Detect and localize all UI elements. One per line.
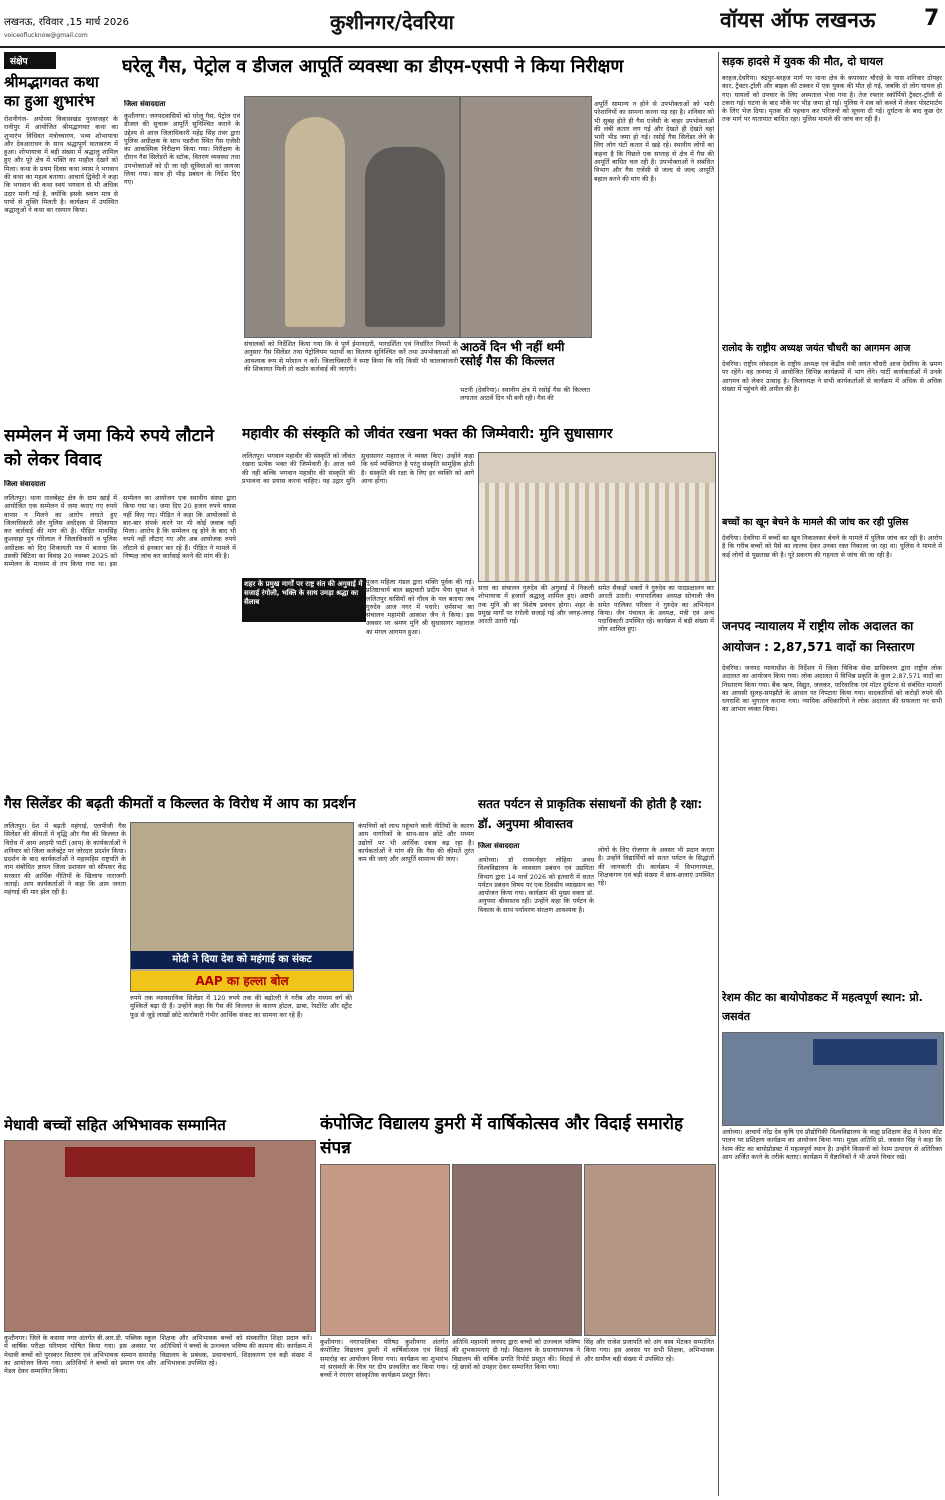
- lead-byline: जिला संवाददाता: [124, 100, 166, 108]
- lead-body-3: अपूर्ति सामान्य न होने से उपभोक्ताओं को भारी परेशानियों का सामना करना पड़ रहा है। शनिवार को भी सुबह होते ही गैस एजेंसी के बाहर उपभोक्ताओं की लंबी कतार लग गई और देखते ही देखते वहां भारी भीड़ जमा हो गई। रसोई गैस सिलेंडर लेने के लिए लोग घंटों कतार में खड़े रहे। स्थानीय लोगों का कहना है कि पिछले एक सप्ताह से क्षेत्र में गैस की आपूर्ति बाधित चल रही है। उपभोक्ताओं ने संबंधित विभाग और गैस एजेंसी से जल्द से जल्द आपूर्ति बहाल करने की मांग की है।: [594, 100, 714, 183]
- gas-body-3: कंपनियों को लाभ पहुंचाने वाली नीतियों के कारण आम नागरिकों के साथ-साथ छोटे और मध्यम उद्योगों पर भी आर्थिक दबाव बढ़ रहा है। कार्यकर्ताओं ने मांग की कि गैस की कीमतें तुरंत कम की जाएं और आपूर्ति सामान्य की जाए।: [358, 822, 474, 864]
- lead-body-1: कुशीनगर। जनपदवासियों को घरेलू गैस, पेट्रोल एवं डीजल की सुचारू आपूर्ति सुनिश्चित कराने के उद्देश्य से आज जिलाधिकारी महेंद्र सिंह तंवर द्वारा पुलिस अधीक्षक के साथ पडरौना स्थित गैस एजेंसी का आकस्मिक निरीक्षण किया गया। निरीक्षण के दौरान गैस सिलेंडरों के स्टॉक, वितरण व्यवस्था तथा उपभोक्ताओं को दी जा रही सुविधाओं का जायजा लिया गया। साथ ही भीड़ प्रबंधन के निर्देश दिए गए।: [124, 112, 240, 187]
- lead-sub-body: भटनी (देवरिया)। स्थानीय क्षेत्र में रसोई गैस की किल्लत लगातार आठवें दिन भी बनी रही। गैस की: [460, 386, 590, 403]
- silk-headline: रेशम कीट का बायोपोडकट में महत्वपूर्ण स्थान: प्रो. जसवंत: [722, 991, 923, 1023]
- rlp-body: देवरिया। राष्ट्रीय लोकदल के राष्ट्रीय अध्यक्ष एवं केंद्रीय मंत्री जयंत चौधरी आज देवरिया के भ्रमण पर रहेंगे। वह जनपद में आयोजित विभिन्न कार्यक्रमों में भाग लेंगे। पार्टी कार्यकर्ताओं में उनके आगमन को लेकर उत्साह है। जिलाध्यक्ष ने सभी कार्यकर्ताओं से कार्यक्रम में अधिक से अधिक संख्या में पहुंचने की अपील की है।: [722, 360, 942, 393]
- students-body-1: कुशीनगर। जिले के कसया नगर अंतर्गत बी.आर.डी. पब्लिक स्कूल में वार्षिक परीक्षा परिणाम घोषित किया गया। इस अवसर पर मेधावी बच्चों को पुरस्कार वितरण एवं अभिभावक सम्मान समारोह का आयोजन किया गया। अतिथियों ने बच्चों को प्रमाण पत्र और मेडल देकर सम्मानित किया।: [4, 1334, 156, 1376]
- masthead-email: voiceoflucknow@gmail.com: [4, 32, 88, 39]
- gas-headline: गैस सिलेंडर की बढ़ती कीमतों व किल्लत के विरोध में आप का प्रदर्शन: [4, 796, 356, 812]
- mahavir-body-3: सत्ता का संचालन गुरुदेव की अगुवाई में निकली शोभायात्रा में हजारों श्रद्धालु शामिल हुए। अष्टमी तक मुनि श्री का विशेष प्रवचन होगा। शहर के प्रमुख मार्गों पर रंगोली सजाई गई और जगह-जगह आरती उतारी गई।: [478, 584, 594, 626]
- photo-officer-figure: [285, 117, 345, 327]
- lead-photo-2: [460, 96, 592, 338]
- page-number: 7: [924, 6, 940, 31]
- briefs-headline: श्रीमद्भागवत कथा का हुआ शुभारंभ: [4, 73, 99, 110]
- school-photo-3: [584, 1164, 716, 1336]
- masthead: [0, 0, 945, 47]
- lokadalat-body: देवरिया। जनपद न्यायाधीश के निर्देशन में जिला विधिक सेवा प्राधिकरण द्वारा राष्ट्रीय लोक अदालत का आयोजन किया गया। लोक अदालत में विभिन्न प्रकृति के कुल 2,87,571 वादों का निस्तारण किया गया। बैंक ऋण, विद्युत, जलकर, पारिवारिक एवं मोटर दुर्घटना से संबंधित मामलों का आपसी सुलह-समझौते के आधार पर निपटारा किया गया। वादकारियों को करोड़ों रुपये की धनराशि का भुगतान कराया गया। न्यायिक अधिकारियों ने लोक अदालत की सफलता पर सभी का आभार व्यक्त किया।: [722, 664, 942, 714]
- silk-banner: [813, 1039, 937, 1065]
- lead-sub-headline: आठवें दिन भी नहीं थमी रसोई गैस की किल्लत: [460, 340, 565, 368]
- school-photo-1: [320, 1164, 450, 1336]
- mahavir-headline: महावीर की संस्कृति को जीवंत रखना भक्त की जिम्मेवारी: मुनि सुधासागर: [242, 426, 613, 442]
- students-banner: [65, 1147, 255, 1177]
- tourism-body-1: अयोध्या। डॉ राममनोहर लोहिया अवध विश्वविद्यालय के व्यवसाय प्रबंधन एवं उद्यमिता विभाग द्वारा 14 मार्च 2026 को इतवारी में सतत पर्यटन प्रबंधन विषय पर एक दिवसीय व्याख्यान का आयोजन किया गया। कार्यक्रम की मुख्य वक्ता डॉ. अनुपमा श्रीवास्तव रहीं। उन्होंने कहा कि पर्यटन के विकास के साथ पर्यावरण संरक्षण आवश्यक है।: [478, 856, 594, 914]
- mahavir-body-1: ललितपुर। भगवान महावीर की संस्कृति को जीवंत रखना प्रत्येक भक्त की जिम्मेवारी है। आज धर्म की नहीं बल्कि भगवान महावीर की संस्कृति की प्रभावना का प्रयास करना चाहिए। यह उद्गार मुनि सुधासागर महाराज ने व्यक्त किए। उन्होंने कहा कि धर्म व्यक्तिगत है परंतु संस्कृति सामूहिक होती है। संस्कृति की रक्षा के लिए हर व्यक्ति को आगे आना होगा।: [242, 452, 474, 485]
- briefs-body: रोशनीगंज- अयोध्या विकासखंड पुरवाजहर के रानीपुर में आयोजित श्रीमद्भागवत कथा का शुभारंभ विधिवत मंत्रोच्चारण, भव्य शोभायात्रा और देवआराधन के साथ श्रद्धापूर्ण वातावरण में हुआ। शोभायात्रा में बड़ी संख्या में श्रद्धालु शामिल हुए और पूरे क्षेत्र में भक्ति का माहौल देखने को मिला। कथा के प्रथम दिवस कथा व्यास ने भगवान की कथा का महत्व बताया। आचार्य द्विवेदी ने कहा कि भगवान की कथा स्वयं भगवान से भी अधिक उदार मानी गई है, क्योंकि इसके श्रवण मात्र से पापों से मुक्ति मिलती है। कार्यक्रम में उपस्थित श्रद्धालुओं ने कथा का रसपान किया।: [4, 115, 118, 215]
- school-photo-2: [452, 1164, 582, 1336]
- masthead-date: लखनऊ, रविवार ,15 मार्च 2026: [4, 17, 130, 28]
- lead-body-2: संचालकों को निर्देशित किया गया कि वे पूर्ण ईमानदारी, पारदर्शिता एवं निर्धारित नियमों के अनुसार गैस सिलेंडर तथा पेट्रोलियम पदार्थों का वितरण सुनिश्चित करें तथा उपभोक्ताओं को आवश्यक रूप से परेशान न करें। जिलाधिकारी ने स्पष्ट किया कि यदि किसी भी कालाबाजारी की शिकायत मिली तो कठोर कार्रवाई की जाएगी।: [244, 340, 458, 373]
- accident-body: बरहज,देवरिया। रुद्रपुर-बरहज मार्ग पर थाना क्षेत्र के कपरवार चौराहे के पास शनिवार दोपहर कार, ट्रैक्टर-ट्रॉली और बाइक की टक्कर में एक युवक की मौत हो गई, जबकि दो लोग घायल हो गए। घायलों को उपचार के लिए अस्पताल भेजा गया है। तेज रफ्तार स्कॉर्पियो ट्रैक्टर-ट्रॉली से टकरा गई। घटना के बाद मौके पर भीड़ जमा हो गई। पुलिस ने शव को कब्जे में लेकर पोस्टमार्टम के लिए भेज दिया। मृतक की पहचान कर परिजनों को सूचना दी गई। दुर्घटना के बाद कुछ देर तक मार्ग पर यातायात बाधित रहा। पुलिस मामले की जांच कर रही है।: [722, 74, 942, 124]
- school-body-1: कुशीनगर। नगरपालिका परिषद कुशीनगर अंतर्गत कंपोजिट विद्यालय डुमरी में वार्षिकोत्सव एवं विदाई समारोह का आयोजन किया गया। कार्यक्रम का शुभारंभ मां सरस्वती के चित्र पर दीप प्रज्वलित कर किया गया। बच्चों ने रंगारंग सांस्कृतिक कार्यक्रम प्रस्तुत किए।: [320, 1338, 448, 1380]
- tourism-byline: जिला संवाददाता: [478, 842, 520, 850]
- silk-body: अयोध्या। आचार्य नरेंद्र देव कृषि एवं प्रौद्योगिकी विश्वविद्यालय के वाह्य प्रशिक्षण केंद्र में रेशम कीट पालन पर प्रशिक्षण कार्यक्रम का आयोजन किया गया। मुख्य अतिथि प्रो. जसवंत सिंह ने कहा कि रेशम कीट का बायोप्रोडक्ट में महत्वपूर्ण स्थान है। उन्होंने किसानों को रेशम उत्पादन से अतिरिक्त आय अर्जित करने के तरीके बताए। कार्यक्रम में वैज्ञानिकों ने भी अपने विचार रखे।: [722, 1128, 942, 1161]
- gas-banner-1: मोदी ने दिया देश को महंगाई का संकट: [131, 951, 353, 969]
- rlp-headline: रालोद के राष्ट्रीय अध्यक्ष जयंत चौधरी का आगमन आज: [722, 343, 911, 354]
- gas-protest-photo: [130, 822, 354, 992]
- mahavir-crowd-photo: [478, 452, 716, 582]
- mahavir-body-4: समेत सैकड़ों भक्तों ने गुरुदेव का पादप्रक्षालन कर आरती उतारी। नगरपालिका अध्यक्ष सोनाली जैन समेत पालिका परिवार ने गुरुदेव का अभिनंदन किया। जैन पंचायत के अध्यक्ष, मंत्री एवं अन्य पदाधिकारी उपस्थित रहे। कार्यक्रम में बड़ी संख्या में लोग शामिल हुए।: [598, 584, 714, 634]
- school-headline: कंपोजिट विद्यालय डुमरी में वार्षिकोत्सव और विदाई समारोह संपन्न: [320, 1114, 684, 1158]
- school-body-2: अतिथि महामंत्री जनपद द्वारा बच्चों को उज्ज्वल भविष्य की शुभकामनाएं दी गईं। विद्यालय के प्रधानाध्यापक ने विद्यालय की वार्षिक प्रगति रिपोर्ट प्रस्तुत की। विदाई ले रहे छात्रों को उपहार देकर सम्मानित किया गया।: [452, 1338, 580, 1371]
- blood-headline: बच्चों का खून बेचने के मामले की जांच कर रही पुलिस: [722, 517, 909, 528]
- lokadalat-headline: जनपद न्यायालय में राष्ट्रीय लोक अदालत का आयोजन : 2,87,571 वादों का निस्तारण: [722, 619, 915, 654]
- section-name: कुशीनगर/देवरिया: [330, 10, 454, 34]
- right-column-rule: [718, 52, 719, 1496]
- fund-headline: सम्मेलन में जमा किये रुपये लौटाने को लेकर विवाद: [4, 426, 214, 470]
- briefs-label: संक्षेप: [4, 52, 56, 69]
- photo-crowd-figure: [365, 147, 445, 327]
- gas-body-2: रुपये तक व्यावसायिक सिलेंडर में 120 रुपये तक की बढ़ोतरी ने गरीब और मध्यम वर्ग की मुश्किलें बढ़ा दी हैं। उन्होंने कहा कि गैस की किल्लत के कारण होटल, ढाबा, रेस्टोरेंट और स्ट्रीट फूड से जुड़े लाखों छोटे कारोबारी गंभीर आर्थिक संकट का सामना कर रहे हैं।: [130, 994, 352, 1019]
- masthead-rule: [0, 46, 945, 48]
- fund-byline: जिला संवाददाता: [4, 480, 46, 488]
- blood-body: देवरिया। देवरिया में बच्चों का खून निकालकर बेचने के मामले में पुलिस जांच कर रही है। आरोप है कि गरीब बच्चों को पैसे का लालच देकर उनका रक्त निकाला जा रहा था। पुलिस ने मामले में कई लोगों से पूछताछ की है। पूरे प्रकरण की गहनता से जांच की जा रही है।: [722, 534, 942, 559]
- lead-photo: [244, 96, 460, 338]
- fund-body: ललितपुर। थाना तालबेहट क्षेत्र के ग्राम खाईं में आयोजित एक सम्मेलन में जमा कराए गए रुपये वापस न मिलने का आरोप लगाते हुए जिलाधिकारी और पुलिस अधीक्षक से शिकायत कर कार्रवाई की मांग की है। पीड़ित मानसिंह कुशवाहा पुत्र गोरेलाल ने जिलाधिकारी व पुलिस अधीक्षक को दिए शिकायती पत्र में बताया कि उसकी बिटिया का विवाह 20 नवम्बर 2025 को सम्मेलन के माध्यम से तय किया गया था। इस सम्मेलन का आयोजन एक स्थानीय संस्था द्वारा किया गया था। जमा दिए 20 हजार रुपये वापस नहीं किए गए। पीड़ित ने कहा कि आयोजकों से बार-बार संपर्क करने पर भी कोई जवाब नहीं मिला। आरोप है कि सम्मेलन रद्द होने के बाद भी रुपये नहीं लौटाए गए और अब आयोजक रुपये लौटाने से इनकार कर रहे हैं। पीड़ित ने मामले में निष्पक्ष जांच कर कार्रवाई करने की मांग की है।: [4, 494, 236, 569]
- silk-photo: [722, 1032, 944, 1126]
- gas-body-1: ललितपुर। देश में बढ़ती महंगाई, एलपीजी गैस सिलेंडर की कीमतों में वृद्धि और गैस की किल्लत के विरोध में आम आदमी पार्टी (आप) के कार्यकर्ताओं ने शनिवार को जिला कलेक्ट्रेट पर जोरदार प्रदर्शन किया। प्रदर्शन के बाद कार्यकर्ताओं ने महामहिम राष्ट्रपति के नाम संबोधित ज्ञापन जिला प्रशासन को सौंपकर केंद्र सरकार की आर्थिक नीतियों के खिलाफ नाराजगी जताई। आप कार्यकर्ताओं ने कहा कि आम जनता महंगाई की मार झेल रही है।: [4, 822, 126, 897]
- tourism-body-2: लोगों के लिए रोजगार के अवसर भी प्रदान करता है। उन्होंने विद्यार्थियों को सतत पर्यटन के सिद्धांतों की जानकारी दी। कार्यक्रम में विभागाध्यक्ष, शिक्षकगण एवं बड़ी संख्या में छात्र-छात्राएं उपस्थित रहे।: [598, 846, 714, 888]
- gas-banner-2: AAP का हल्ला बोल: [131, 971, 353, 991]
- tourism-headline: सतत पर्यटन से प्राकृतिक संसाधनों की होती है रक्षा: डॉ. अनुपमा श्रीवास्तव: [478, 797, 703, 831]
- accident-headline: सड़क हादसे में युवक की मौत, दो घायल: [722, 55, 884, 68]
- students-body-2: शिक्षक और अभिभावक बच्चों को संस्कारित शिक्षा प्रदान करें। अतिथियों ने बच्चों के उज्ज्वल भविष्य की कामना की। कार्यक्रम में विद्यालय के प्रबंधक, प्रधानाचार्य, शिक्षकगण एवं बड़ी संख्या में अभिभावक उपस्थित रहे।: [160, 1334, 312, 1367]
- lead-headline: घरेलू गैस, पेट्रोल व डीजल आपूर्ति व्यवस्था का डीएम-एसपी ने किया निरीक्षण: [122, 56, 624, 77]
- students-photo: [4, 1140, 316, 1332]
- paper-name: वॉयस ऑफ लखनऊ: [720, 8, 876, 32]
- mahavir-quote: शहर के प्रमुख मार्गों पर राष्ट्र संत की अगुवाई में सजाई रंगोली, भक्ति के साथ उमड़ा श्रद्धा का सैलाब: [242, 578, 366, 622]
- crowd-rows: [479, 483, 715, 581]
- school-body-3: सिंह और राजेश प्रजापति को अंग वस्त्र भेंटकर सम्मानित किया गया। इस अवसर पर सभी शिक्षक, अभिभावक और ग्रामीण बड़ी संख्या में उपस्थित रहे।: [584, 1338, 714, 1363]
- mahavir-body-2: पूजन महिला मंडल द्वारा भक्ति पूर्वक की गई। प्रतिष्ठाचार्य बाल ब्रह्मचारी प्रदीप भैया सुयश ने ललितपुर वासियों को गौरव के पल बताया जब गुरुदेव आज नगर में पधारे। धर्मसभा का संचालन महामंत्री आकाश जैन ने किया। इस अवसर पर श्रमण मुनि श्री सुधासागर महाराज का मंगल आगमन हुआ।: [366, 578, 474, 636]
- students-headline: मेधावी बच्चों सहित अभिभावक सम्मानित: [4, 1116, 226, 1134]
- briefs-box: [4, 52, 118, 419]
